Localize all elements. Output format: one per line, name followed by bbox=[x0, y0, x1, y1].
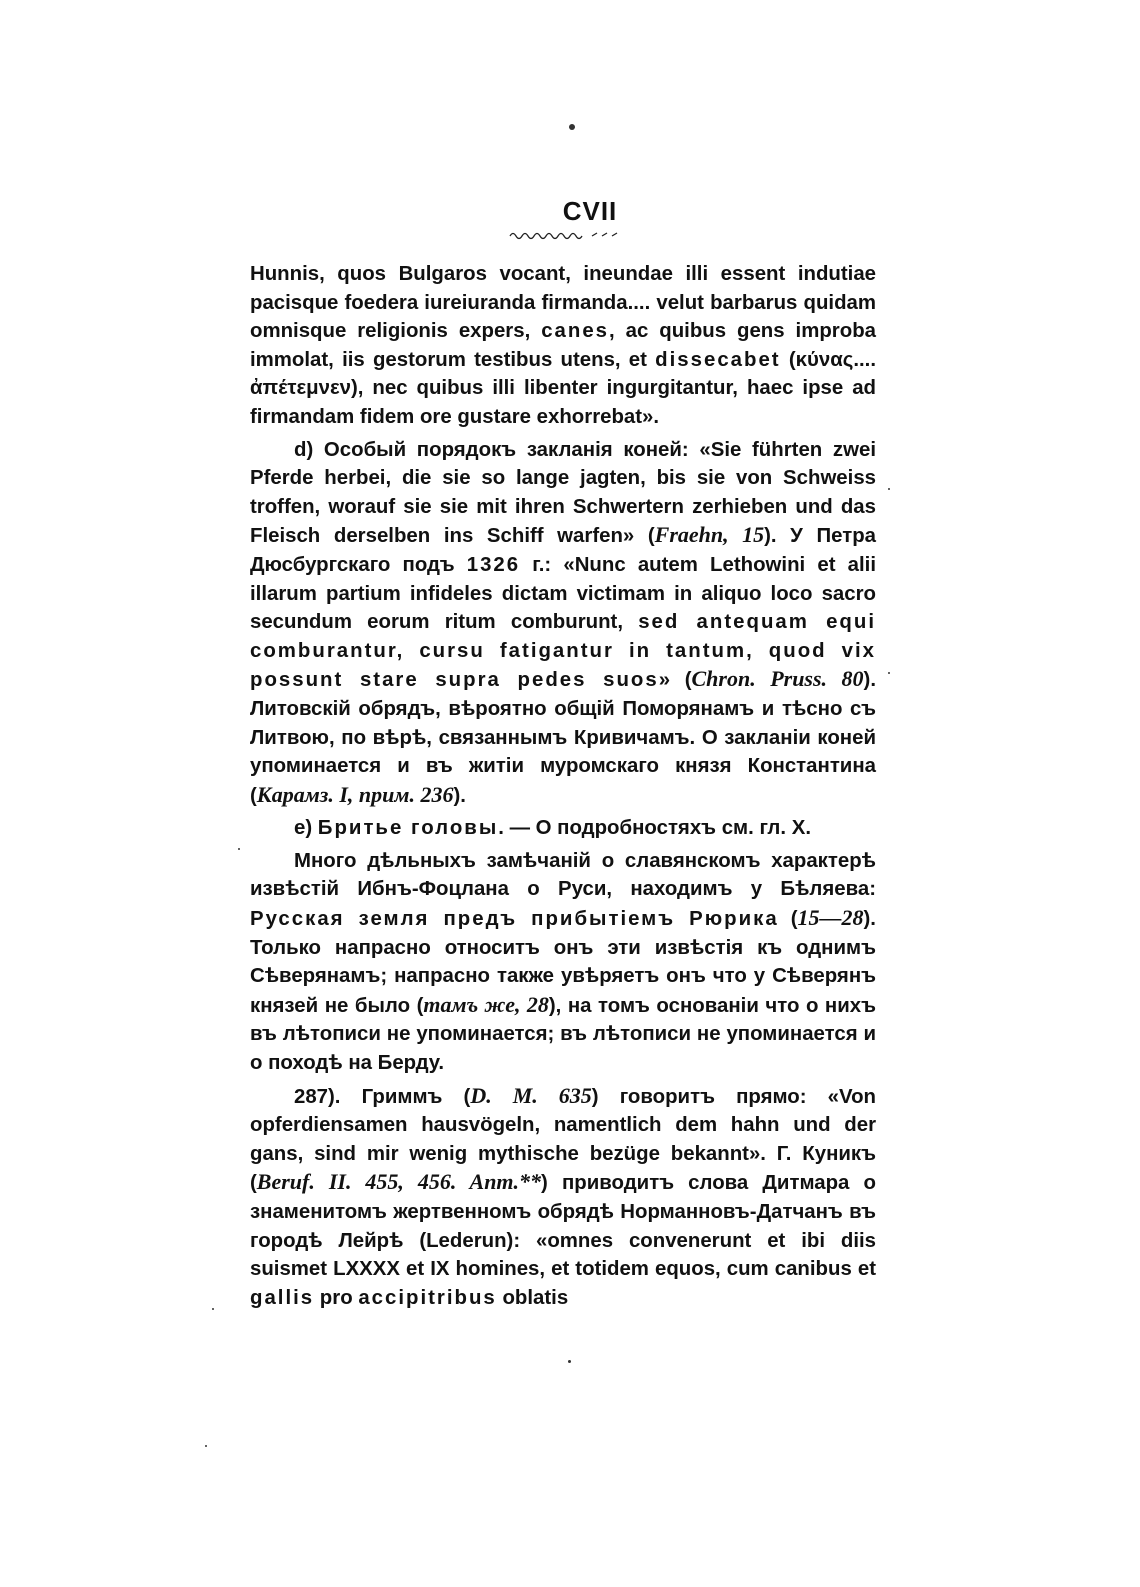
spaced-emphasis: canes bbox=[541, 320, 610, 343]
year: 1326 bbox=[466, 553, 521, 576]
scan-speck bbox=[569, 124, 575, 130]
scan-speck bbox=[888, 488, 890, 490]
citation: D. M. 635 bbox=[470, 1082, 592, 1108]
citation: тамъ же, 28 bbox=[423, 991, 549, 1017]
scan-speck bbox=[238, 848, 240, 850]
paragraph-note-287: 287). Гриммъ (D. M. 635) говоритъ прямо: «Von opferdiensamen hausvögeln, namentlich dem hahn und der gans, sind mir wenig mythische bezüge bekannt». Г. Куникъ (Beruf. II. 455, 456. Anm.**) приводитъ слова Дитмара о знаменитомъ жертвенномъ обрядѣ Норманновъ-Датчанъ въ городѣ Лейрѣ (Lederun): «omnes convenerunt et ibi diis suismet LXXXX et IX homines, et totidem equos, cum canibus et gallis pro accipitribus oblatis bbox=[250, 1082, 877, 1309]
citation: 15—28 bbox=[797, 905, 864, 931]
spaced-emphasis: accipitribus bbox=[358, 1286, 497, 1309]
citation: Beruf. II. 455, 456. Anm.** bbox=[256, 1169, 542, 1195]
paragraph-belyaev-remarks: Много дѣльныхъ замѣчаній о славянскомъ характерѣ извѣстій Ибнъ-Фоцлана о Руси, находимъ у Бѣляева: Русская земля предъ прибытіемъ Рюрика (15—28). Только напрасно относитъ онъ эти извѣстія къ однимъ Сѣверянамъ; напрасно также увѣряетъ онъ что у Сѣверянъ князей не было (тамъ же, 28), на томъ основаніи что о нихъ въ лѣтописи не упоминается; въ лѣтописи не упоминается и о походѣ на Берду. bbox=[250, 849, 876, 1075]
paragraph-latin-quote: Hunnis, quos Bulgaros vocant, ineundae illi essent indutiae pacisque foedera iureiuranda firmanda.... velut barbarus quidam omnisque religionis expers, canes, ac quibus gens improba immolat, iis gestorum testibus utens, et dissecabet (κύνας.... ἀπέτεμνεν), nec quibus illi libenter ingurgitantur, haec ipse ad firmandam fidem ore gustare exhorrebat». bbox=[250, 263, 876, 428]
scan-speck bbox=[205, 1445, 207, 1447]
citation: Карамз. I, прим. 236 bbox=[256, 781, 454, 807]
spaced-emphasis: Бритье головы bbox=[317, 817, 499, 840]
scan-speck bbox=[568, 1360, 571, 1363]
scan-speck bbox=[888, 672, 890, 674]
spaced-emphasis: sed antequam equi comburantur, cursu fatigantur in tantum, quod vix possunt stare supra pedes suos bbox=[250, 611, 876, 692]
spaced-emphasis: gallis bbox=[250, 1286, 315, 1309]
paragraph-e-head-shaving: e) Бритье головы. — О подробностяхъ см. гл. X. bbox=[294, 817, 811, 840]
citation: Fraehn, 15 bbox=[654, 522, 765, 548]
spaced-emphasis: Русская земля предъ прибытіемъ Рюрика bbox=[250, 908, 779, 931]
page-number: CVII bbox=[562, 196, 618, 226]
spaced-emphasis: dissecabet bbox=[655, 348, 781, 371]
header-ornament bbox=[508, 230, 620, 242]
paragraph-d-horse-sacrifice: d) Особый порядокъ закланія коней: «Sie führten zwei Pferde herbei, die sie so lange jagten, bis sie von Schweiss troffen, worauf sie sie mit ihren Schwertern zerhieben und das Fleisch derselben ins Schiff warfen» (Fraehn, 15). У Петра Дюсбургскаго подъ 1326 г.: «Nunc autem Lethowini et alii illarum partium infideles dictam victimam in aliquo loco sacro secundum eorum ritum comburunt, sed antequam equi comburantur, cursu fatigantur in tantum, quod vix possunt stare supra pedes suos» (Chron. Pruss. 80). Литовскій обрядъ, вѣроятно общій Поморянамъ и тѣсно съ Литвою, по вѣрѣ, связаннымъ Кривичамъ. О закланіи коней упоминается и въ житіи муромскаго князя Константина (Карамз. I, прим. 236). bbox=[250, 438, 877, 807]
main-text bbox=[250, 260, 876, 1316]
page-header bbox=[0, 196, 1140, 227]
citation: Chron. Pruss. 80 bbox=[691, 666, 864, 692]
scan-speck bbox=[212, 1308, 214, 1310]
